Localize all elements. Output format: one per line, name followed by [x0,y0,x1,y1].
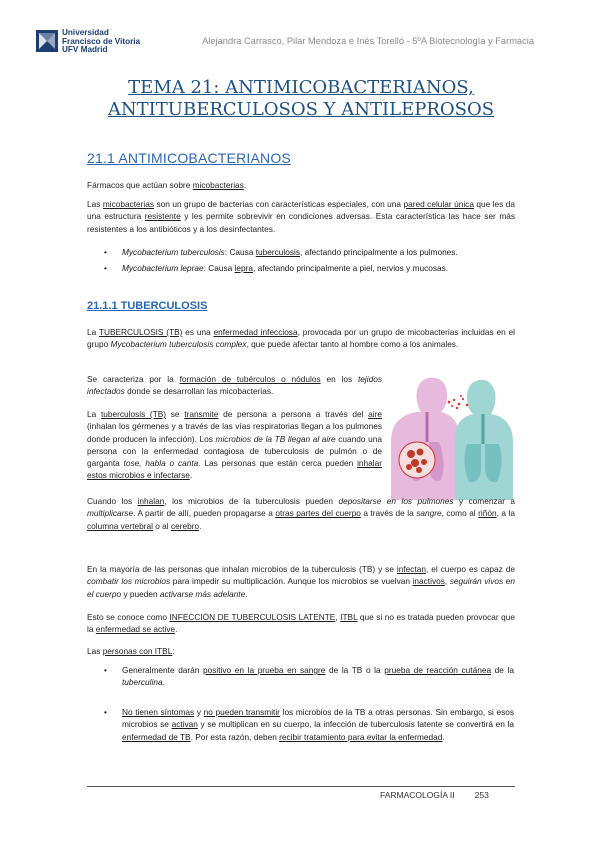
bullet-icon: • [104,665,107,675]
tb-paragraph-2: Se caracteriza por la formación de tubérculos o nódulos en los tejidos infectados donde se desarrollan las micobacterias. [87,374,382,397]
section-intro: Fármacos que actúan sobre micobacterias. [87,180,247,190]
tb-paragraph-4: Cuando los inhalan, los microbios de la tuberculosis pueden depositarse en los pulmones y comenzar a multiplicarse. A partir de allí, pueden propagarse a otras partes del cuerpo a través de la sangre, como al riñón, a la columna vertebral o al cerebro. [87,496,516,531]
bullet-icon: • [104,247,107,257]
page-footer [380,790,489,800]
footer-divider [87,786,515,787]
page-number: 253 [474,790,489,800]
tb-transmission-illustration [387,372,517,500]
page-title: TEMA 21: ANTIMICOBACTERIANOS, ANTITUBERCULOSOS Y ANTILEPROSOS [107,77,495,120]
tb-paragraph-5: En la mayoría de las personas que inhalan microbios de la tuberculosis (TB) y se infectan, el cuerpo es capaz de combatir los microbios para impedir su multiplicación. Aunque los microbios se vuelvan inactivos, seguirán vivos en el cuerpo y pueden activarse más adelante. [87,564,515,599]
university-logo-icon [36,30,58,52]
bullet-icon: • [104,707,107,717]
tb-paragraph-1: La TUBERCULOSIS (TB) es una enfermedad infecciosa, provocada por un grupo de micobacterias incluidas en el grupo Mycobacterium tuberculosis complex, que puede afectar tanto al hombre como a los animales. [87,327,515,350]
header-authors: Alejandra Carrasco, Pilar Mendoza e Inés Torelló - 5ºA Biotecnología y Farmacia [202,36,534,46]
tb-paragraph-6: Esto se conoce como INFECCIÓN DE TUBERCULOSIS LATENTE, ITBL que si no es tratada pueden provocar que la enfermedad se active. [87,612,515,635]
section-paragraph-1: Las micobacterias son un grupo de bacterias con características especiales, con una pared celular única que les da una estructura resistente y les permite sobrevivir en condiciones adversas. Esta característica las hace ser más resistentes a los antibióticos y a los desinfectantes. [87,199,516,234]
tb-paragraph-7: Las personas con ITBL: [87,646,175,656]
university-name: Universidad Francisco de Vitoria UFV Madrid [62,28,141,55]
tb-paragraph-3: La tuberculosis (TB) se transmite de persona a persona a través del aire (inhalan los gérmenes y a través de las vías respiratorias llegan a los pulmones donde producen la infección). Los microbios de la TB llegan al aire cuando una persona con la enfermedad contagiosa de tuberculosis de pulmón o de garganta tose, habla o canta. Las personas que están cerca pueden inhalar estos microbios e infectarse. [87,409,383,481]
bullet-icon: • [104,263,107,273]
subsection-heading: 21.1.1 TUBERCULOSIS [87,300,208,312]
footer-subject: FARMACOLOGÍA II [380,790,455,800]
section-heading: 21.1 ANTIMICOBACTERIANOS [87,150,291,166]
